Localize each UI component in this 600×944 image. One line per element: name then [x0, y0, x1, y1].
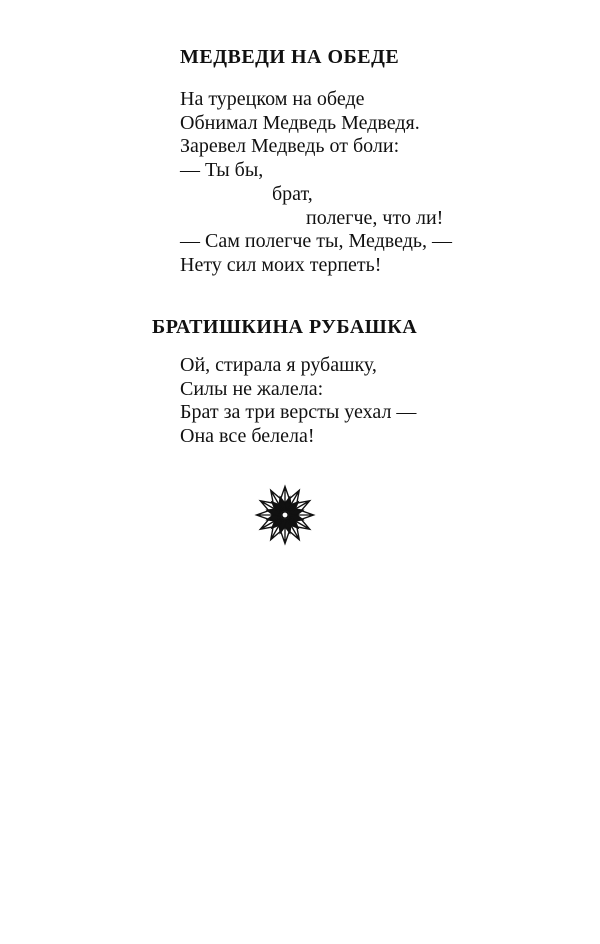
poem-line: — Сам полегче ты, Медведь, —: [180, 230, 453, 253]
poem-line: полегче, что ли!: [306, 206, 444, 229]
poem-line: Брат за три версты уехал —: [180, 401, 417, 424]
poem-line: На турецком на обеде: [180, 88, 365, 110]
poem-body-bratishkina: [180, 354, 416, 449]
poem-title-bratishkina: БРАТИШКИНА РУБАШКА: [152, 316, 418, 338]
ornament-center: [282, 512, 288, 518]
star-flower-ornament-icon: [254, 484, 316, 546]
poem-line: Обнимал Медведь Медведя.: [180, 111, 420, 134]
poem-title-medvedi: МЕДВЕДИ НА ОБЕДЕ: [180, 46, 400, 68]
poem-line: Нету сил моих терпеть!: [180, 253, 382, 276]
poem-line: — Ты бы,: [180, 159, 264, 182]
poem-line: Ой, стирала я рубашку,: [180, 354, 377, 376]
poem-line: Заревел Медведь от боли:: [180, 135, 400, 158]
poem-line: Силы не жалела:: [180, 377, 324, 400]
poem-body-medvedi: [180, 88, 452, 278]
poem-line: брат,: [272, 182, 313, 205]
poem-line: Она все белела!: [180, 425, 315, 448]
